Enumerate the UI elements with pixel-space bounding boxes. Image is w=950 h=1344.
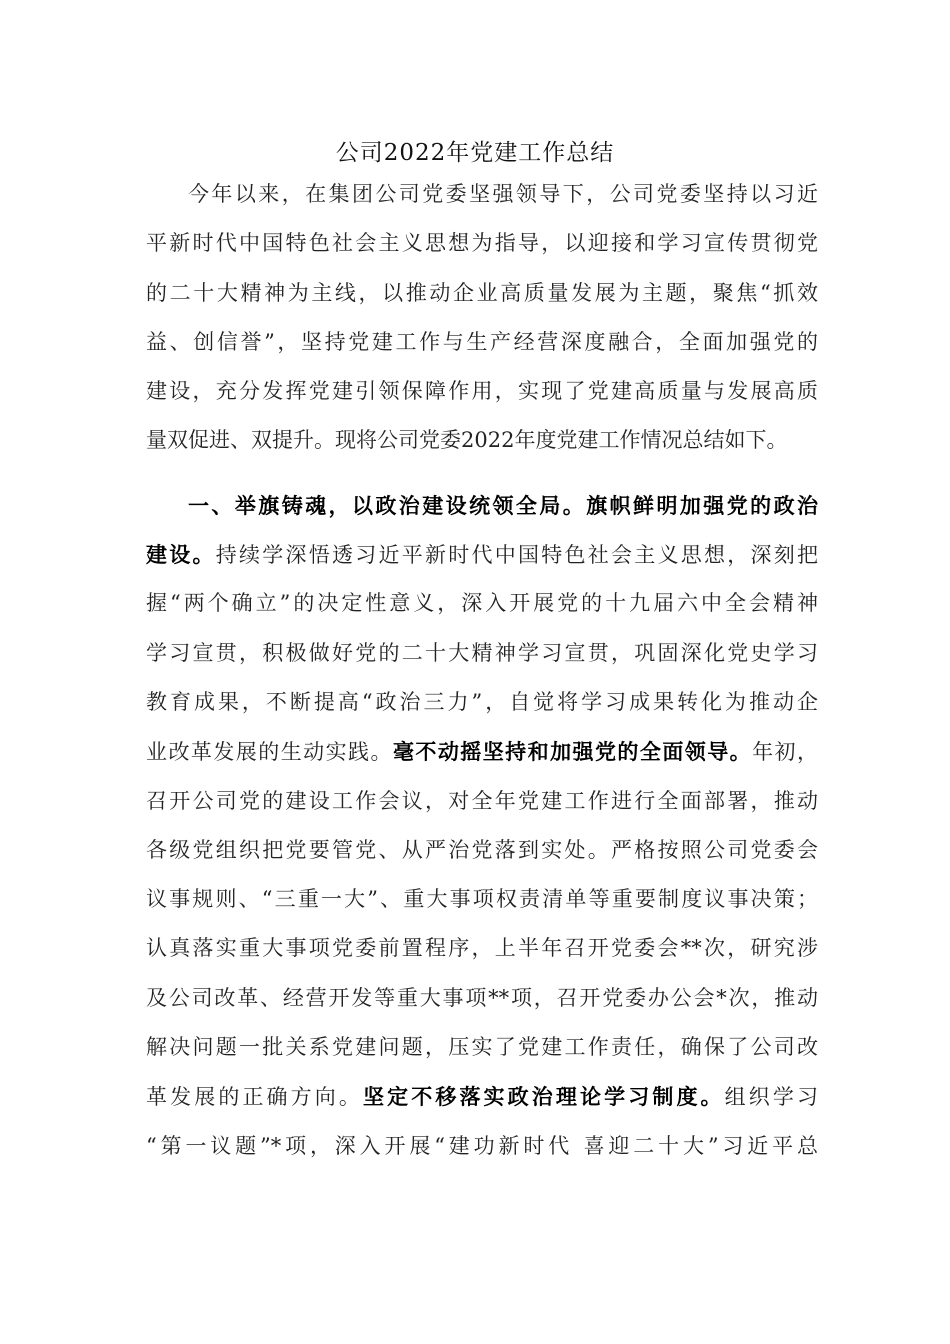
paragraph-line: 益、创信誉”，坚持党建工作与生产经营深度融合，全面加强党的 [146,329,818,354]
paragraph-line: “第一议题”*项，深入开展“建功新时代 喜迎二十大”习近平总 [146,1133,818,1158]
bold-phrase: 建设。 [146,542,216,568]
paragraph-line: 学习宣贯，积极做好党的二十大精神学习宣贯，巩固深化党史学习 [146,640,818,665]
paragraph-line [146,1072,818,1121]
document-body [146,170,818,1171]
intro-paragraph [146,170,818,466]
paragraph-line: 量双促进、双提升。现将公司党委2022年度党建工作情况总结如下。 [146,428,788,453]
paragraph-line: 议事规则、“三重一大”、重大事项权责清单等重要制度议事决策； [146,887,818,912]
paragraph-line: 的二十大精神为主线，以推动企业高质量发展为主题，聚焦“抓效 [146,280,818,305]
line-text: 持续学深悟透习近平新时代中国特色社会主义思想，深刻把 [215,543,818,568]
bold-phrase: 坚定不移落实政治理论学习制度。 [363,1084,725,1110]
paragraph-line: 认真落实重大事项党委前置程序，上半年召开党委会**次，研究涉 [146,936,818,961]
line-text: 年初， [752,740,819,765]
paragraph-line: 今年以来，在集团公司党委坚强领导下，公司党委坚持以习近 [188,182,818,206]
paragraph-line: 召开公司党的建设工作会议，对全年党建工作进行全面部署，推动 [146,788,818,813]
section-one-paragraph [146,481,818,1171]
paragraph-line: 解决问题一批关系党建问题，压实了党建工作责任，确保了公司改 [146,1035,818,1060]
paragraph-line: 教育成果，不断提高“政治三力”，自觉将学习成果转化为推动企 [146,689,818,714]
document-title: 公司2022年党建工作总结 [335,140,615,166]
paragraph-line [146,727,818,776]
line-text: 革发展的正确方向。 [146,1085,363,1110]
line-text: 组织学习 [724,1085,819,1110]
bold-phrase: 毫不动摇坚持和加强党的全面领导。 [392,739,753,765]
paragraph-line: 各级党组织把党要管党、从严治党落到实处。严格按照公司党委会 [146,837,818,862]
paragraph-line: 建设，充分发挥党建引领保障作用，实现了党建高质量与发展高质 [146,379,818,404]
line-text: 业改革发展的生动实践。 [146,740,393,765]
paragraph-line: 平新时代中国特色社会主义思想为指导，以迎接和学习宣传贯彻党 [146,231,818,256]
paragraph-line: 握“两个确立”的决定性意义，深入开展党的十九届六中全会精神 [146,591,818,616]
paragraph-gap [146,466,818,481]
paragraph-line: 及公司改革、经营开发等重大事项**项，召开党委办公会*次，推动 [146,985,818,1010]
section-heading-line: 一、举旗铸魂，以政治建设统领全局。旗帜鲜明加强党的政治 [188,492,818,518]
paragraph-line [146,530,818,579]
